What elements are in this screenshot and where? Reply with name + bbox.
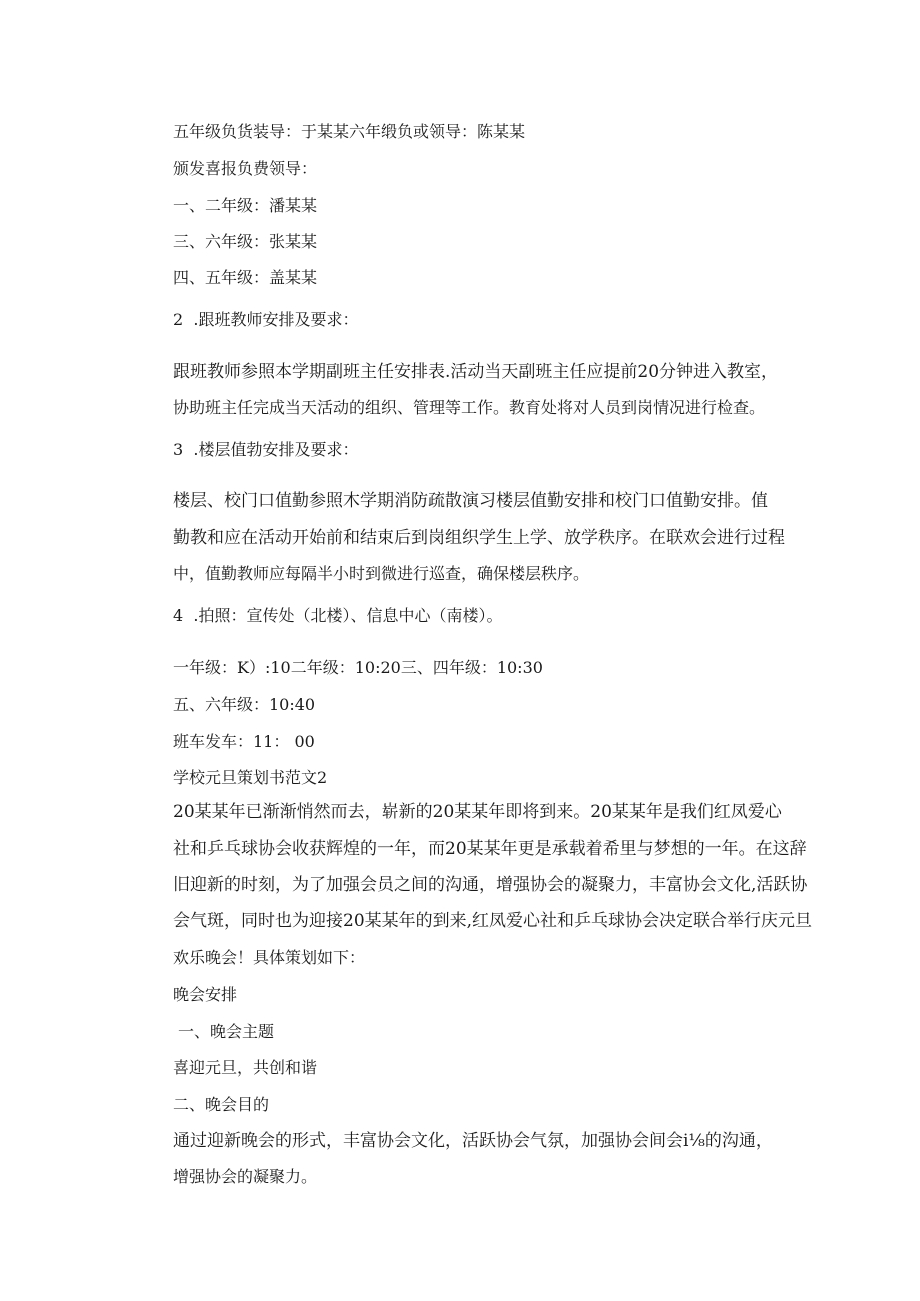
article-title: 学校元旦策划书范文2 xyxy=(173,768,328,787)
heading-evening-arrangement: 晚会安排 xyxy=(173,985,238,1004)
line-award-leaders-heading: 颁发喜报负费领导： xyxy=(173,159,318,178)
paragraph-line: 中，值勤教师应每隔半小时到微进行巡查，确保楼层秩序。 xyxy=(173,564,590,583)
paragraph-line: 楼层、校门口值勤参照木学期消防疏散演习楼层值勤安排和校门口值勤安排。值 xyxy=(173,491,768,511)
paragraph-line: 通过迎新晚会的形式，丰富协会文化，活跃协会气氛，加强协会间会i⅛的沟通， xyxy=(173,1131,773,1151)
heading-theme: 一、晚会主题 xyxy=(178,1022,275,1041)
line-grade3-6-leader: 三、六年级：张某某 xyxy=(173,232,318,251)
line-grade1-2-leader: 一、二年级：潘某某 xyxy=(173,196,318,215)
paragraph-line: 旧迎新的时刻，为了加强会员之间的沟通，增强协会的凝聚力，丰富协会文化,活跃协 xyxy=(173,875,808,895)
section-heading-2: 2 .跟班教师安排及要求： xyxy=(173,310,359,329)
heading-purpose: 二、晚会目的 xyxy=(173,1095,270,1114)
paragraph-line: 欢乐晚会！具体策划如下： xyxy=(173,948,366,967)
section-heading-4: 4 .拍照：宣传处（北楼）、信息中心（南楼）。 xyxy=(173,606,503,625)
schedule-line-grades-5-6: 五、六年级：10:40 xyxy=(173,695,316,714)
paragraph-line: 会气斑，同时也为迎接20某某年的到来,红凤爱心社和乒乓球协会决定联合举行庆元旦 xyxy=(173,911,813,931)
schedule-line-bus: 班车发车：11： 00 xyxy=(173,732,315,751)
paragraph-line: 跟班教师参照本学期副班主任安排表.活动当天副班主任应提前20分钟进入教室， xyxy=(173,362,779,382)
line-grade4-5-leader: 四、五年级：盖某某 xyxy=(173,268,318,287)
schedule-line-grades-1-4: 一年级：K）:10二年级：10:20三、四年级：10:30 xyxy=(173,658,543,677)
paragraph-line: 社和乒乓球协会收获辉煌的一年，而20某某年更是承载着希里与梦想的一年。在这辞 xyxy=(173,839,807,859)
section-heading-3: 3 .楼层值勃安排及要求： xyxy=(173,440,359,459)
line-grade5-6-leaders: 五年级负货装导：于某某六年缎负或领导：陈某某 xyxy=(173,122,526,141)
paragraph-line: 20某某年已渐渐悄然而去，崭新的20某某年即将到来。20某某年是我们红凤爱心 xyxy=(173,802,782,822)
theme-text: 喜迎元旦，共创和谐 xyxy=(173,1058,318,1077)
paragraph-line: 协助班主任完成当天活动的组织、管理等工作。教育处将对人员到岗情况进行检查。 xyxy=(173,398,766,417)
paragraph-line: 勤教和应在活动开始前和结束后到岗组织学生上学、放学秩序。在联欢会进行过程 xyxy=(173,528,785,548)
paragraph-line: 增强协会的凝聚力。 xyxy=(173,1167,318,1186)
